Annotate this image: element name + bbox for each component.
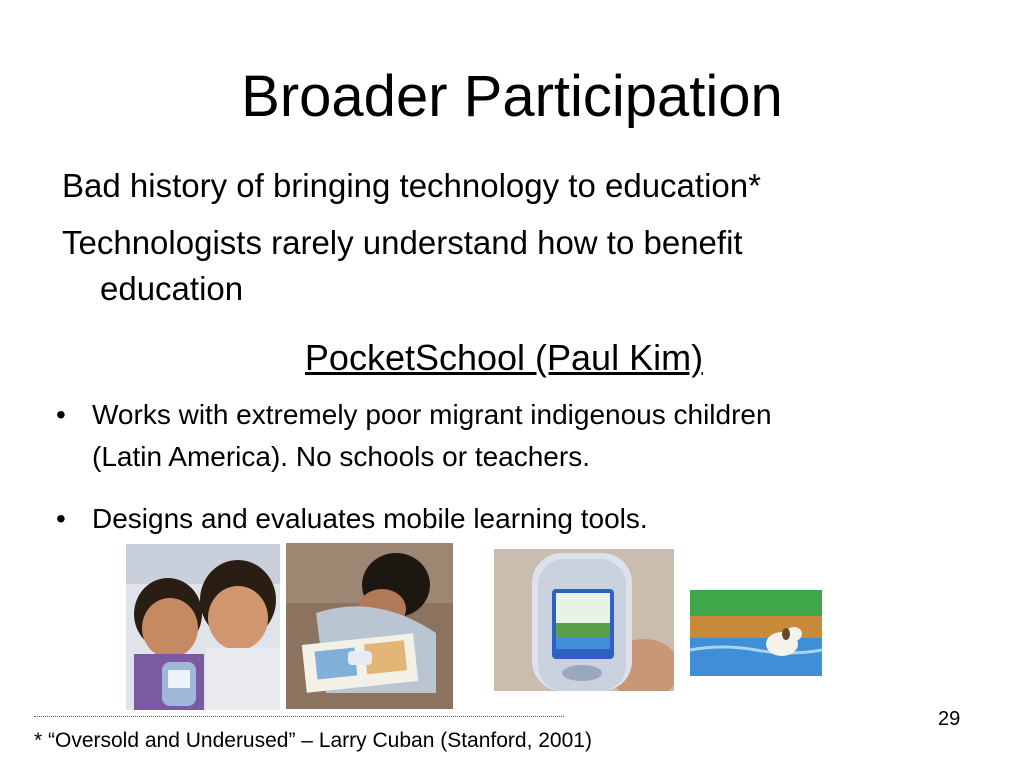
lead-point-2-continuation: education [100, 270, 244, 307]
photo-child-reading-illustration [286, 543, 453, 709]
pocketschool-subheading: PocketSchool (Paul Kim) [304, 337, 704, 378]
storybook-illustration-drawing [690, 558, 822, 676]
bullet-item-2 [52, 498, 952, 540]
photo-children-with-device [126, 544, 280, 710]
photo-child-reading [286, 543, 453, 709]
lead-point-2-text: Technologists rarely understand how to benefit [62, 224, 743, 261]
bullet-item-1-line-1: Works with extremely poor migrant indigenous children [92, 399, 772, 430]
bullet-item-1-line-2: (Latin America). No schools or teachers. [92, 441, 590, 472]
bullet-item-1 [52, 394, 952, 478]
storybook-illustration [690, 558, 822, 676]
footnote: * “Oversold and Underused” – Larry Cuban (Stanford, 2001) [34, 729, 592, 752]
lead-point-1: Bad history of bringing technology to education* [62, 167, 761, 204]
photo-handheld-device-illustration [494, 549, 674, 691]
footnote-divider [34, 716, 564, 717]
bullet-marker: • [56, 399, 66, 430]
page-number: 29 [938, 708, 961, 730]
bullet-item-2-line-1: Designs and evaluates mobile learning tools. [92, 503, 648, 534]
bullet-marker: • [56, 503, 66, 534]
bullet-list [52, 394, 952, 560]
lead-point-2 [62, 220, 932, 312]
photo-handheld-device [494, 549, 674, 691]
slide-title: Broader Participation [241, 64, 783, 129]
photo-children-with-device-illustration [126, 544, 280, 710]
